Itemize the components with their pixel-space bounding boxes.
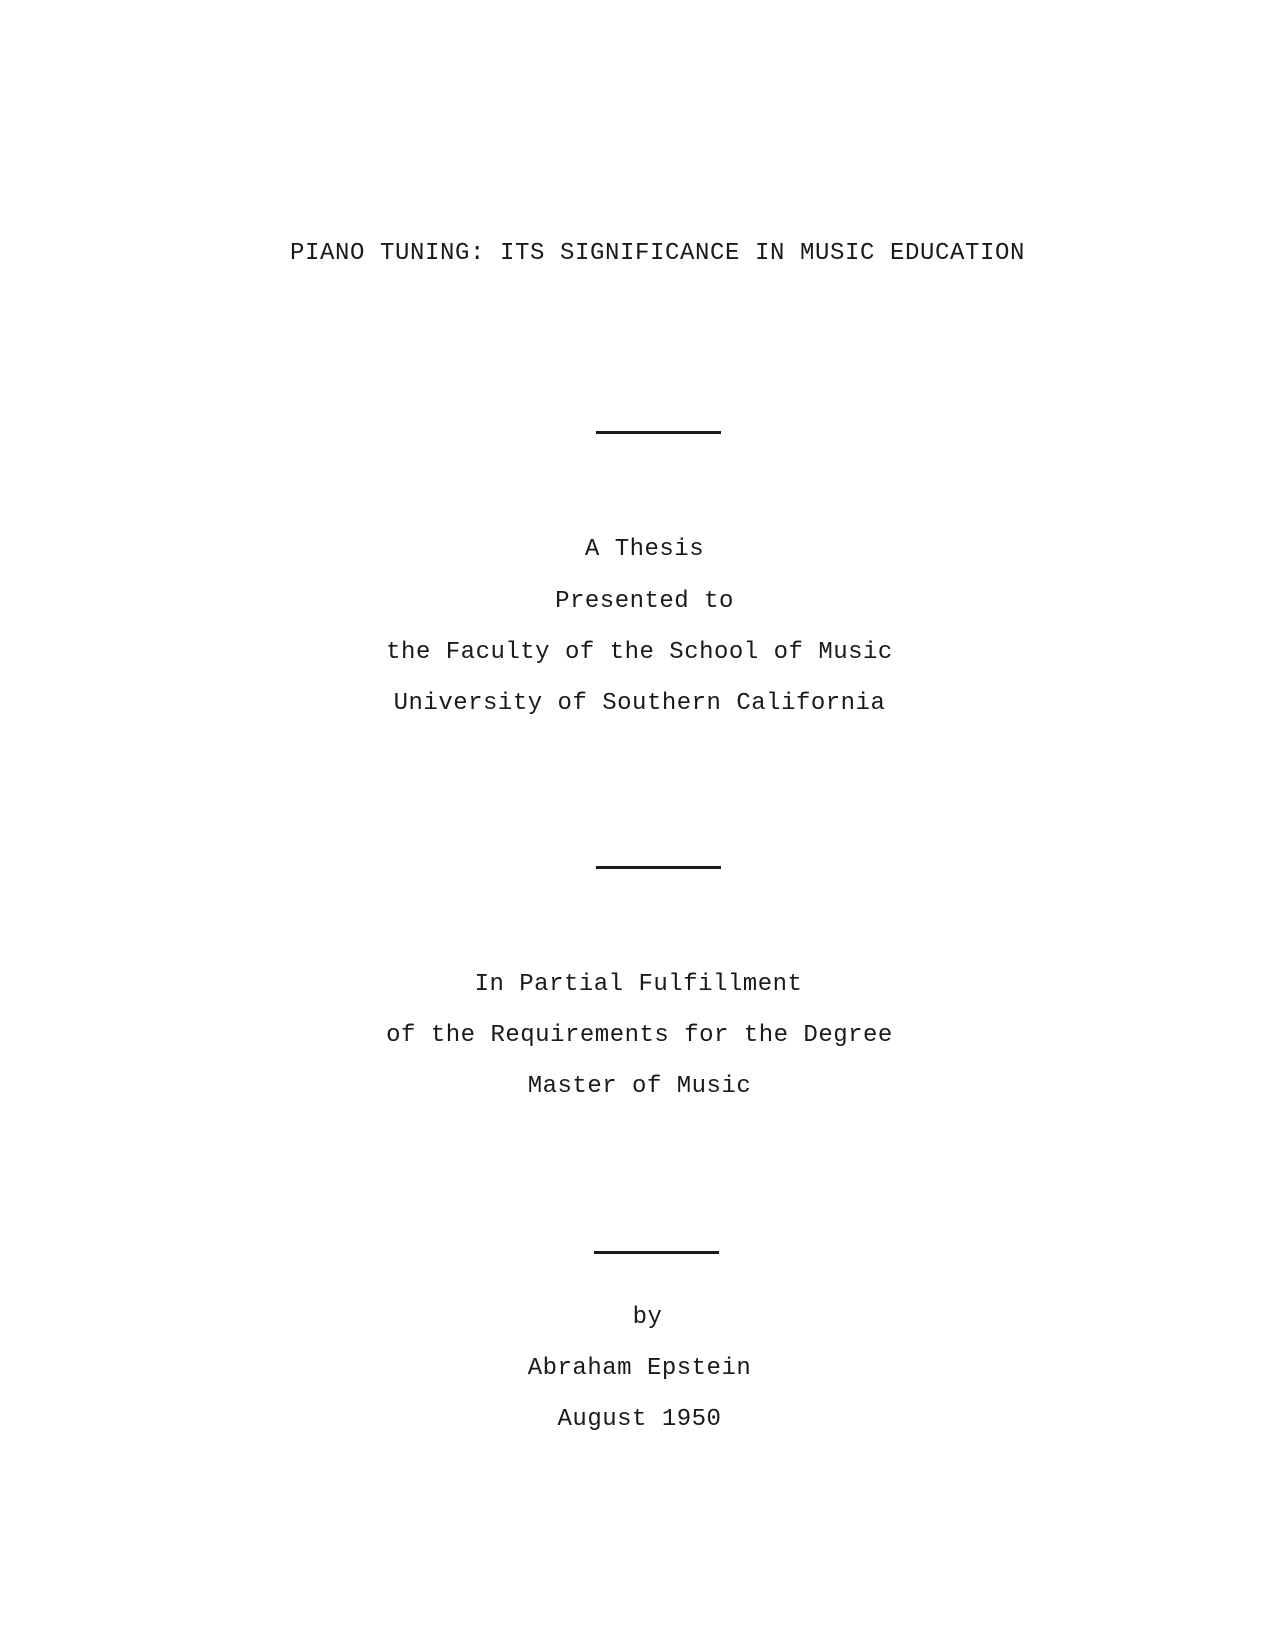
separator-rule-3 <box>594 1251 719 1254</box>
requirements-text: of the Requirements for the Degree <box>386 1022 893 1049</box>
presented-to-text: Presented to <box>555 588 734 615</box>
by-text: by <box>632 1304 663 1331</box>
separator-rule-1 <box>596 431 721 434</box>
separator-rule-2 <box>596 866 721 869</box>
faculty-text: the Faculty of the School of Music <box>386 639 893 666</box>
author-name: Abraham Epstein <box>527 1355 752 1382</box>
thesis-title: PIANO TUNING: ITS SIGNIFICANCE IN MUSIC EDUCATION <box>289 240 1026 267</box>
degree-text: Master of Music <box>527 1073 752 1100</box>
thesis-label: A Thesis <box>584 536 705 563</box>
submission-date: August 1950 <box>557 1406 722 1433</box>
university-text: University of Southern California <box>393 690 886 717</box>
partial-fulfillment-text: In Partial Fulfillment <box>474 971 803 998</box>
